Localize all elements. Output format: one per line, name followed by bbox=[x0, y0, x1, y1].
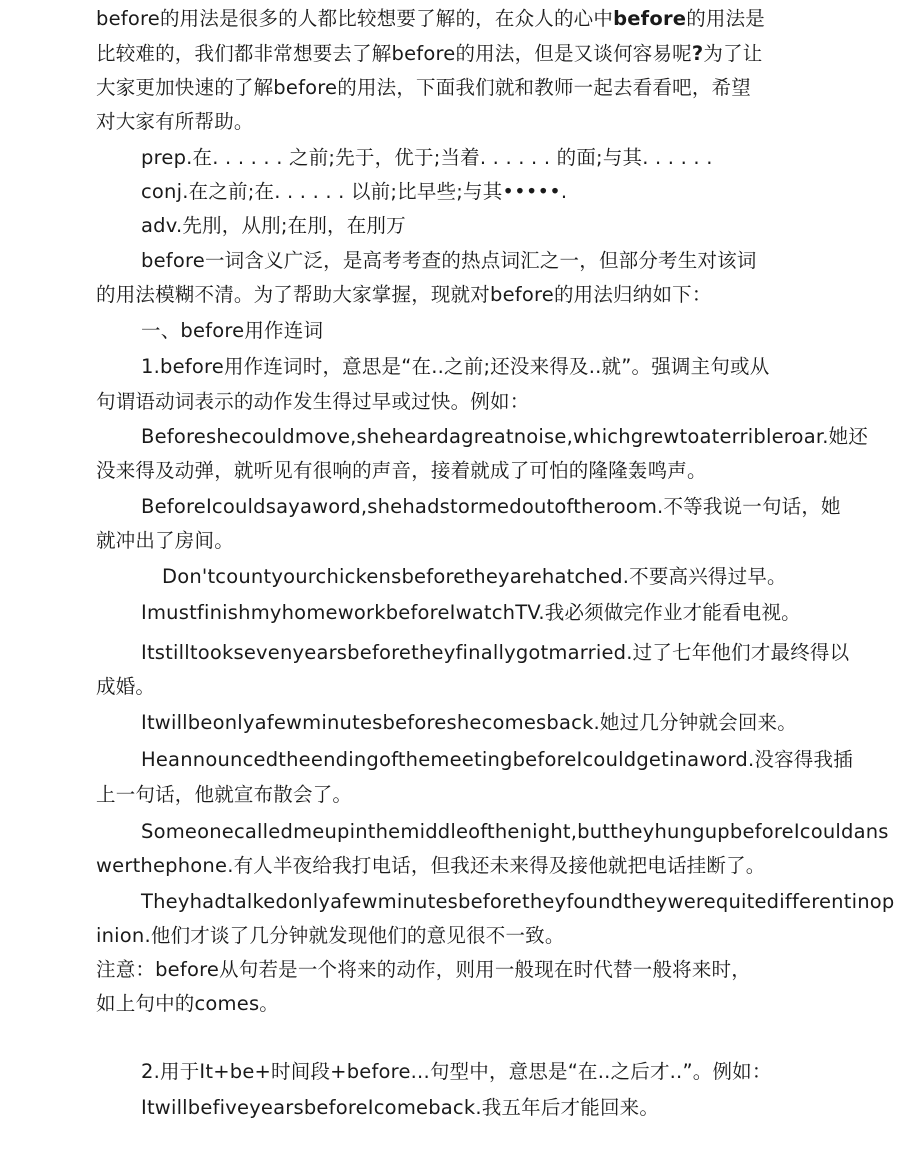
example-2-line-2: 就冲出了房间。 bbox=[96, 529, 234, 552]
example-3: Don'tcountyourchickensbeforetheyarehatched.不要高兴得过早。 bbox=[162, 565, 787, 588]
intro-l2-seg: 为了让 bbox=[703, 42, 763, 65]
intro-l2-seg: 比较难的，我们都非常想要去了解 bbox=[96, 42, 392, 65]
intro-l2-seg: 的用法，但是又谈何容易呢 bbox=[455, 42, 692, 65]
example-2-line-1: BeforeIcouldsayaword,shehadstormedoutoftheroom.不等我说一句话，她 bbox=[141, 495, 841, 518]
intro-l1-seg: 的用法是 bbox=[686, 7, 765, 30]
example-9-line-2: inion.他们才谈了几分钟就发现他们的意见很不一致。 bbox=[96, 924, 565, 947]
intro-line-4: 对大家有所帮助。 bbox=[96, 110, 254, 133]
note-line-2: 如上句中的comes。 bbox=[96, 992, 280, 1015]
section-heading: 一、before用作连词 bbox=[141, 319, 324, 342]
example-6: Itwillbeonlyafewminutesbeforeshecomesback.她过几分钟就会回来。 bbox=[141, 711, 797, 734]
point1-line-1: 1.before用作连词时，意思是“在..之前;还没来得及..就”。强调主句或从 bbox=[141, 355, 770, 378]
intro-l2-seg: before bbox=[391, 42, 456, 65]
summary-line-1: before一词含义广泛，是高考考查的热点词汇之一，但部分考生对该词 bbox=[141, 249, 757, 272]
example-8-line-2: werthephone.有人半夜给我打电话，但我还未来得及接他就把电话挂断了。 bbox=[96, 854, 766, 877]
point2-line: 2.用于It+be+时间段+before...句型中，意思是“在..之后才..”。例如： bbox=[141, 1060, 772, 1083]
intro-l1-seg: 的用法是很多的人都比较想要了解的，在众人的心中 bbox=[159, 7, 614, 30]
summary-line-2: 的用法模糊不清。为了帮助大家掌握，现就对before的用法归纳如下： bbox=[96, 283, 712, 306]
example-7-line-1: HeannouncedtheendingofthemeetingbeforeIcouldgetinaword.没容得我插 bbox=[141, 748, 853, 771]
definition-conj: conj.在之前;在. . . . . . 以前;比早些;与其•••••. bbox=[141, 180, 568, 203]
intro-l2-seg-bold: ? bbox=[691, 42, 704, 65]
example-5-line-1: Itstilltooksevenyearsbeforetheyfinallygotmarried.过了七年他们才最终得以 bbox=[141, 641, 850, 664]
note-line-1: 注意：before从句若是一个将来的动作，则用一般现在时代替一般将来时， bbox=[96, 958, 751, 981]
example-8-line-1: Someonecalledmeupinthemiddleofthenight,buttheyhungupbeforeIcouldans bbox=[141, 820, 889, 843]
example-4: ImustfinishmyhomeworkbeforeIwatchTV.我必须做完作业才能看电视。 bbox=[141, 601, 801, 624]
definition-prep: prep.在. . . . . . 之前;先于，优于;当着. . . . . . 的面;与其. . . . . . bbox=[141, 146, 713, 169]
intro-line-3: 大家更加快速的了解before的用法，下面我们就和教师一起去看看吧，希望 bbox=[96, 76, 751, 99]
intro-l1-seg-bold: before bbox=[613, 7, 687, 30]
example-1-line-2: 没来得及动弹，就听见有很响的声音，接着就成了可怕的隆隆轰鸣声。 bbox=[96, 459, 707, 482]
intro-l1-seg: before bbox=[96, 7, 160, 30]
example-7-line-2: 上一句话，他就宣布散会了。 bbox=[96, 783, 353, 806]
intro-line-1 bbox=[96, 2, 765, 36]
example-5-line-2: 成婚。 bbox=[96, 675, 156, 698]
point1-line-2: 句谓语动词表示的动作发生得过早或过快。例如： bbox=[96, 390, 530, 413]
intro-line-2 bbox=[96, 37, 763, 71]
example-9-line-1: Theyhadtalkedonlyafewminutesbeforetheyfoundtheywerequitedifferentinop bbox=[141, 890, 895, 913]
definition-adv: adv.先刖，从刖;在刖，在刖万 bbox=[141, 214, 406, 237]
point2-example: ItwillbefiveyearsbeforeIcomeback.我五年后才能回来。 bbox=[141, 1096, 660, 1119]
example-1-line-1: Beforeshecouldmove,sheheardagreatnoise,whichgrewtoaterribleroar.她还 bbox=[141, 425, 869, 448]
